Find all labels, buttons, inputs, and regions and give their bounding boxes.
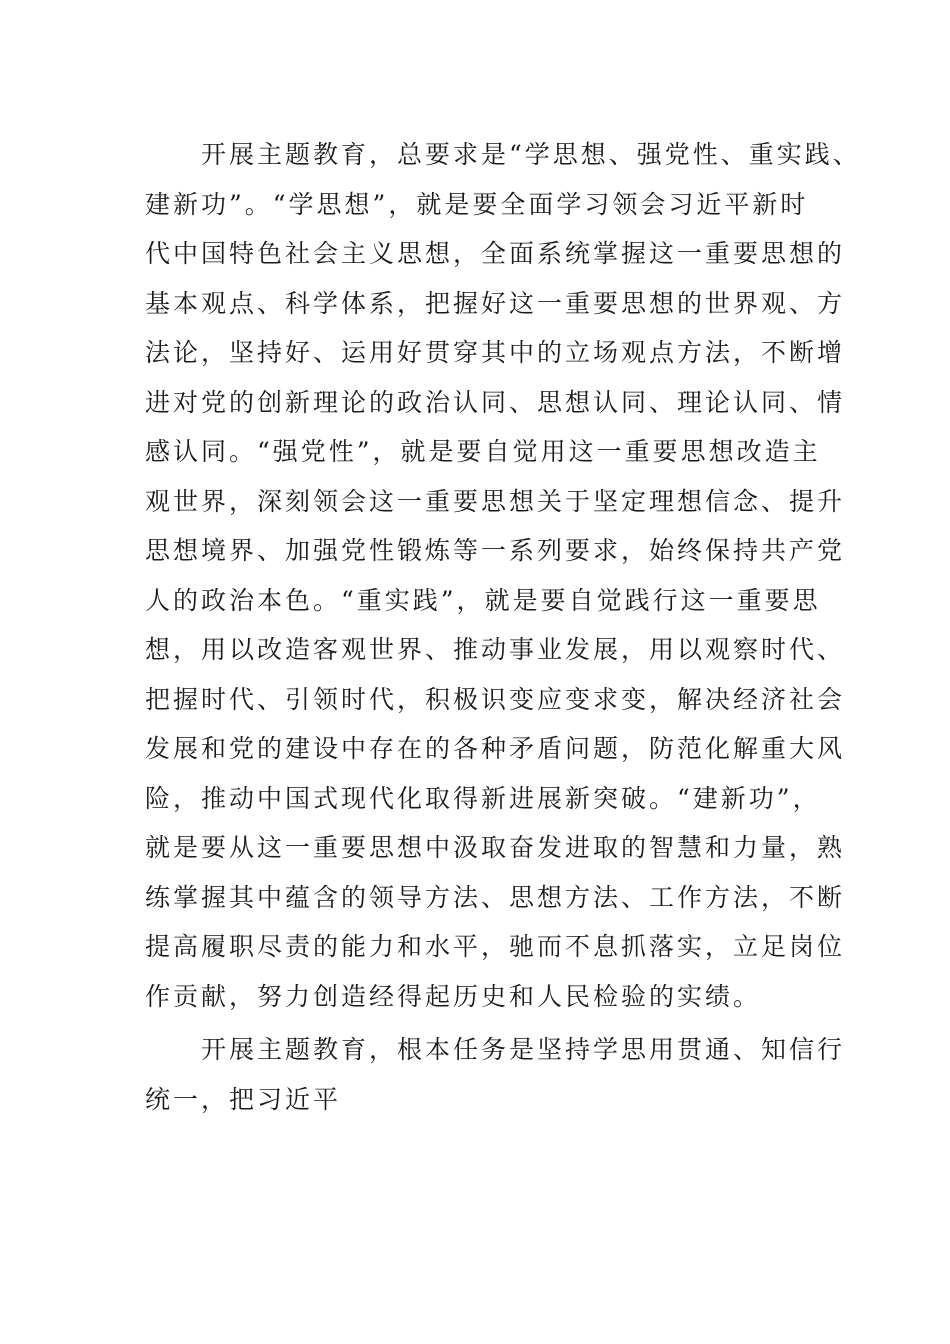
- text-line: 险，推动中国式现代化取得新进展新突破。“建新功”，: [145, 783, 821, 813]
- text-line: 把握时代、引领时代，积极识变应变求变，解决经济社会: [145, 684, 846, 714]
- text-line: 基本观点、科学体系，把握好这一重要思想的世界观、方: [145, 288, 846, 318]
- text-line: 就是要从这一重要思想中汲取奋发进取的智慧和力量，熟: [145, 833, 846, 862]
- paragraph-1: [145, 130, 861, 1021]
- text-line: 代中国特色社会主义思想，全面系统掌握这一重要思想的: [145, 239, 846, 268]
- text-line: 法论，坚持好、运用好贯穿其中的立场观点方法，不断增: [145, 338, 846, 367]
- text-line: 人的政治本色。“重实践”，就是要自觉践行这一重要思: [145, 585, 821, 615]
- text-line: 观世界，深刻领会这一重要思想关于坚定理想信念、提升: [145, 486, 846, 516]
- text-line: 发展和党的建设中存在的各种矛盾问题，防范化解重大风: [145, 734, 846, 763]
- text-line: 想，用以改造客观世界、推动事业发展，用以观察时代、: [145, 635, 846, 664]
- text-line: 感认同。“强党性”，就是要自觉用这一重要思想改造主: [145, 437, 821, 466]
- text-line: 练掌握其中蕴含的领导方法、思想方法、工作方法，不断: [145, 882, 846, 912]
- paragraph-2: [145, 1025, 846, 1124]
- text-line: 思想境界、加强党性锻炼等一系列要求，始终保持共产党: [145, 536, 846, 565]
- text-line: 统一，把习近平: [145, 1084, 342, 1114]
- text-line: 提高履职尽责的能力和水平，驰而不息抓落实，立足岗位: [145, 932, 846, 961]
- text-line: 作贡献，努力创造经得起历史和人民检验的实绩。: [145, 981, 762, 1011]
- text-line: 建新功”。“学思想”，就是要全面学习领会习近平新时: [145, 189, 809, 219]
- text-line: 进对党的创新理论的政治认同、思想认同、理论认同、情: [145, 387, 846, 417]
- document-body: [145, 130, 861, 1124]
- text-line: 开展主题教育，根本任务是坚持学思用贯通、知信行: [145, 1035, 846, 1064]
- text-line: 开展主题教育，总要求是“学思想、强党性、重实践、: [145, 140, 861, 169]
